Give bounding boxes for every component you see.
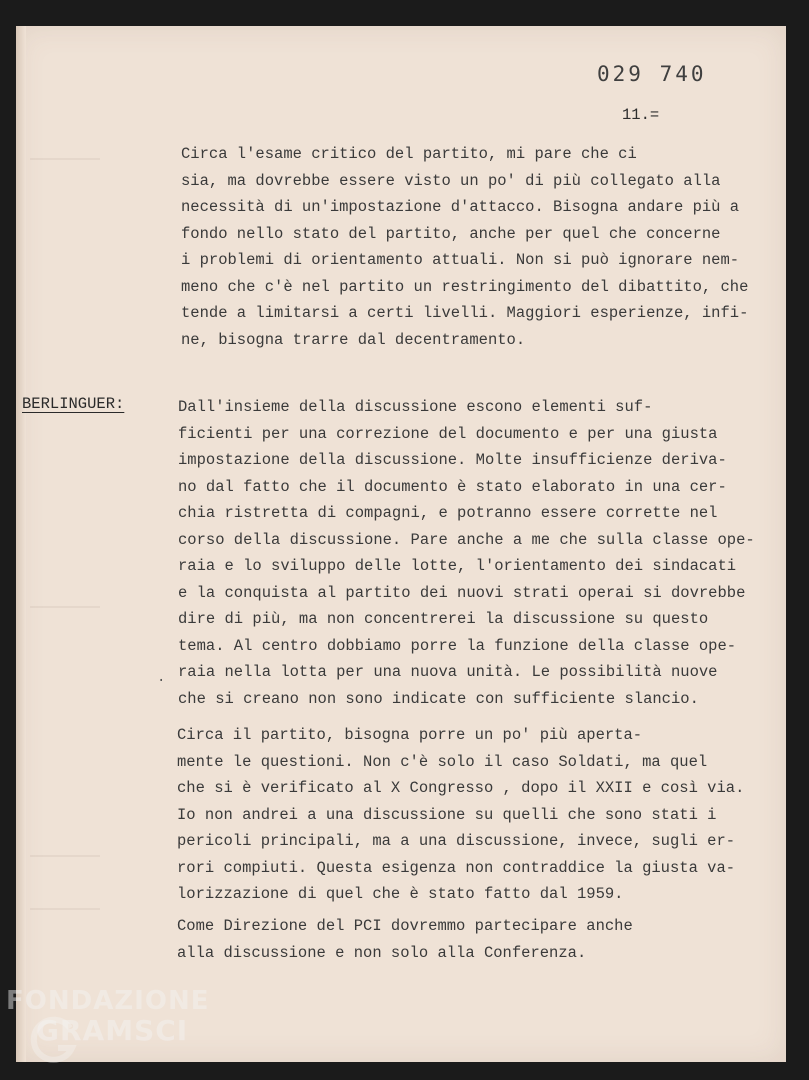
bleed-through-mark [30, 908, 100, 910]
speaker-label: BERLINGUER: [22, 395, 125, 413]
paragraph-discussion: Dall'insieme della discussione escono elementi suf- ficienti per una correzione del documento e per una giusta impostazione della discussione. Molte insufficienze deriva- no dal fatto che il documento è stato elaborato in una cer- chia ristretta di compagni, e potranno essere corrette nel corso della discussione. Pare anche a me che sulla classe ope- raia e lo sviluppo delle lotte, l'orientamento dei sindacati e la conquista al partito dei nuovi strati operai si dovrebbe dire di più, ma non concentrerei la discussione su questo tema. Al centro dobbiamo porre la funzione della classe ope- raia nella lotta per una nuova unità. Le possibilità nuove che si creano non sono indicate con sufficiente slancio. [178, 398, 755, 708]
paragraph-party: Circa il partito, bisogna porre un po' più aperta- mente le questioni. Non c'è solo il caso Soldati, ma quel che si è verificato al X Congresso , dopo il XXII e così via. Io non andrei a una discussione su quelli che sono stati i pericoli principali, ma a una discussione, invece, sugli er- rori compiuti. Questa esigenza non contraddice la giusta va- lorizzazione di quel che è stato fatto dal 1959. [177, 726, 745, 903]
bleed-through-mark [30, 855, 100, 857]
page-edge [16, 26, 26, 1062]
paragraph-pci-direction: Come Direzione del PCI dovremmo partecipare anche alla discussione e non solo alla Conferenza. [177, 917, 633, 962]
page-number: 11.= [622, 106, 660, 124]
bleed-through-mark [30, 606, 100, 608]
watermark-line-1: FONDAZIONE [6, 986, 210, 1016]
watermark-line-2: GRAMSCI [36, 1014, 189, 1047]
margin-mark: · [157, 673, 166, 689]
bleed-through-mark [30, 158, 100, 160]
paragraph-critical-exam: Circa l'esame critico del partito, mi pare che ci sia, ma dovrebbe essere visto un po' di più collegato alla necessità di un'impostazione d'attacco. Bisogna andare più a fondo nello stato del partito, anche per quel che concerne i problemi di orientamento attuali. Non si può ignorare nem- meno che c'è nel partito un restringimento del dibattito, che tende a limitarsi a certi livelli. Maggiori esperienze, infi- ne, bisogna trarre dal decentramento. [181, 145, 749, 349]
watermark [6, 988, 209, 1045]
archive-number: 029 740 [597, 62, 707, 86]
